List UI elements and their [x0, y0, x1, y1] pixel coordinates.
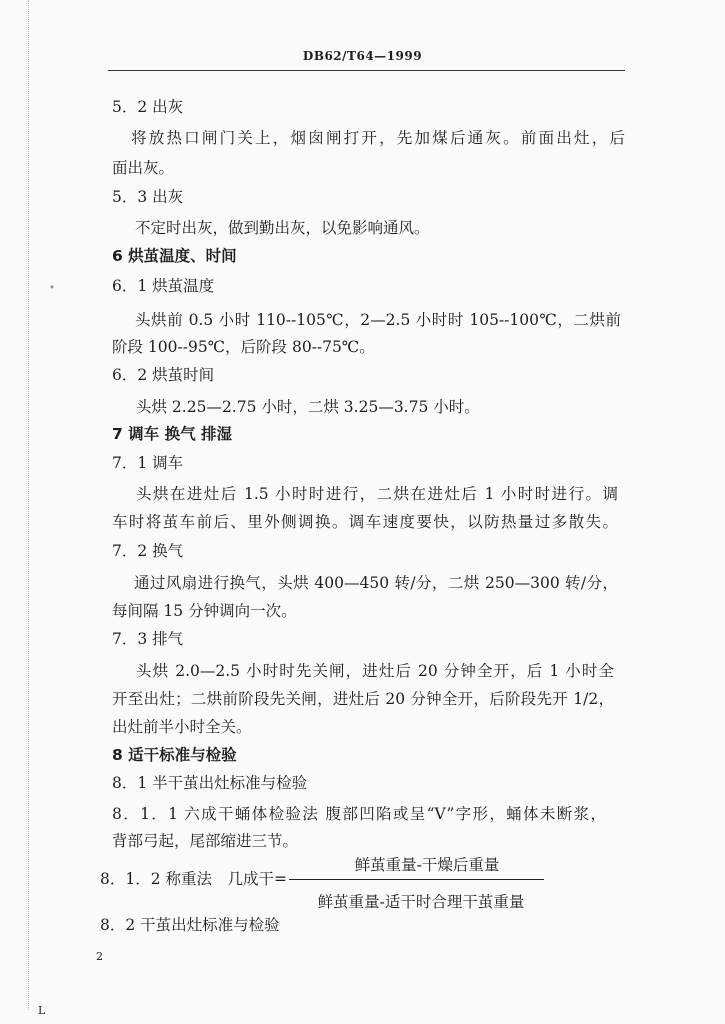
paragraph-line: 阶段 100--95℃，后阶段 80--75℃。 — [112, 338, 375, 356]
section-heading-6-2: 6．2 烘茧时间 — [112, 366, 215, 384]
section-heading-5-3: 5．3 出灰 — [112, 188, 184, 206]
section-heading-6-1: 6．1 烘茧温度 — [112, 277, 215, 295]
paragraph-line: 头烘 2.0—2.5 小时时先关闸，进灶后 20 分钟全开，后 1 小时全 — [136, 662, 614, 680]
section-heading-7: 7 调车 换气 排湿 — [112, 425, 232, 443]
paragraph-line: 面出灰。 — [112, 159, 175, 177]
section-heading-7-2: 7．2 换气 — [112, 542, 184, 560]
document-code-header: DB62/T64—1999 — [302, 49, 423, 63]
section-heading-8-2: 8．2 干茧出灶标准与检验 — [100, 916, 280, 934]
paragraph-line: 头烘在进灶后 1.5 小时时进行，二烘在进灶后 1 小时时进行。调 — [136, 485, 618, 503]
section-heading-6: 6 烘茧温度、时间 — [112, 247, 237, 265]
formula-numerator: 鲜茧重量-干燥后重量 — [354, 856, 500, 874]
formula-denominator: 鲜茧重量-适干时合理干茧重量 — [317, 893, 525, 911]
paragraph-line: 8．1．1 六成干蛹体检验法 腹部凹陷或呈“V”字形，蛹体未断浆， — [112, 805, 606, 823]
section-heading-7-3: 7．3 排气 — [112, 630, 184, 648]
section-heading-8-1-2: 8．1．2 称重法 几成干= — [100, 870, 287, 888]
paragraph-line: 不定时出灰，做到勤出灰，以免影响通风。 — [135, 219, 430, 237]
paragraph-line: 头烘 2.25—2.75 小时，二烘 3.25—3.75 小时。 — [136, 398, 480, 416]
paragraph-line: 头烘前 0.5 小时 110--105℃，2—2.5 小时时 105--100℃，二烘前 — [135, 311, 621, 329]
page-number: 2 — [96, 950, 103, 963]
paragraph-line: 开至出灶；二烘前阶段先关闸，进灶后 20 分钟全开，后阶段先开 1/2， — [112, 690, 614, 708]
section-heading-8-1: 8．1 半干茧出灶标准与检验 — [112, 774, 308, 792]
paragraph-line: 车时将茧车前后、里外侧调换。调车速度要快，以防热量过多散失。 — [112, 513, 618, 531]
formula-fraction-bar — [289, 879, 544, 880]
section-heading-7-1: 7．1 调车 — [112, 454, 184, 472]
section-heading-8: 8 适干标准与检验 — [112, 746, 237, 764]
header-rule — [108, 70, 625, 71]
paragraph-line: 将放热口闸门关上，烟囱闸打开，先加煤后通灰。前面出灶，后 — [131, 129, 625, 147]
scan-edge-line — [28, 0, 29, 1010]
scan-corner-mark: L — [38, 1004, 46, 1017]
paragraph-line: 背部弓起，尾部缩进三节。 — [112, 832, 299, 850]
paragraph-line: 每间隔 15 分钟调向一次。 — [112, 602, 297, 620]
paragraph-line: 出灶前半小时全关。 — [112, 718, 252, 736]
scan-speck: • — [49, 283, 55, 294]
section-heading-5-2: 5．2 出灰 — [112, 98, 184, 116]
paragraph-line: 通过风扇进行换气，头烘 400—450 转/分，二烘 250—300 转/分， — [134, 574, 618, 592]
